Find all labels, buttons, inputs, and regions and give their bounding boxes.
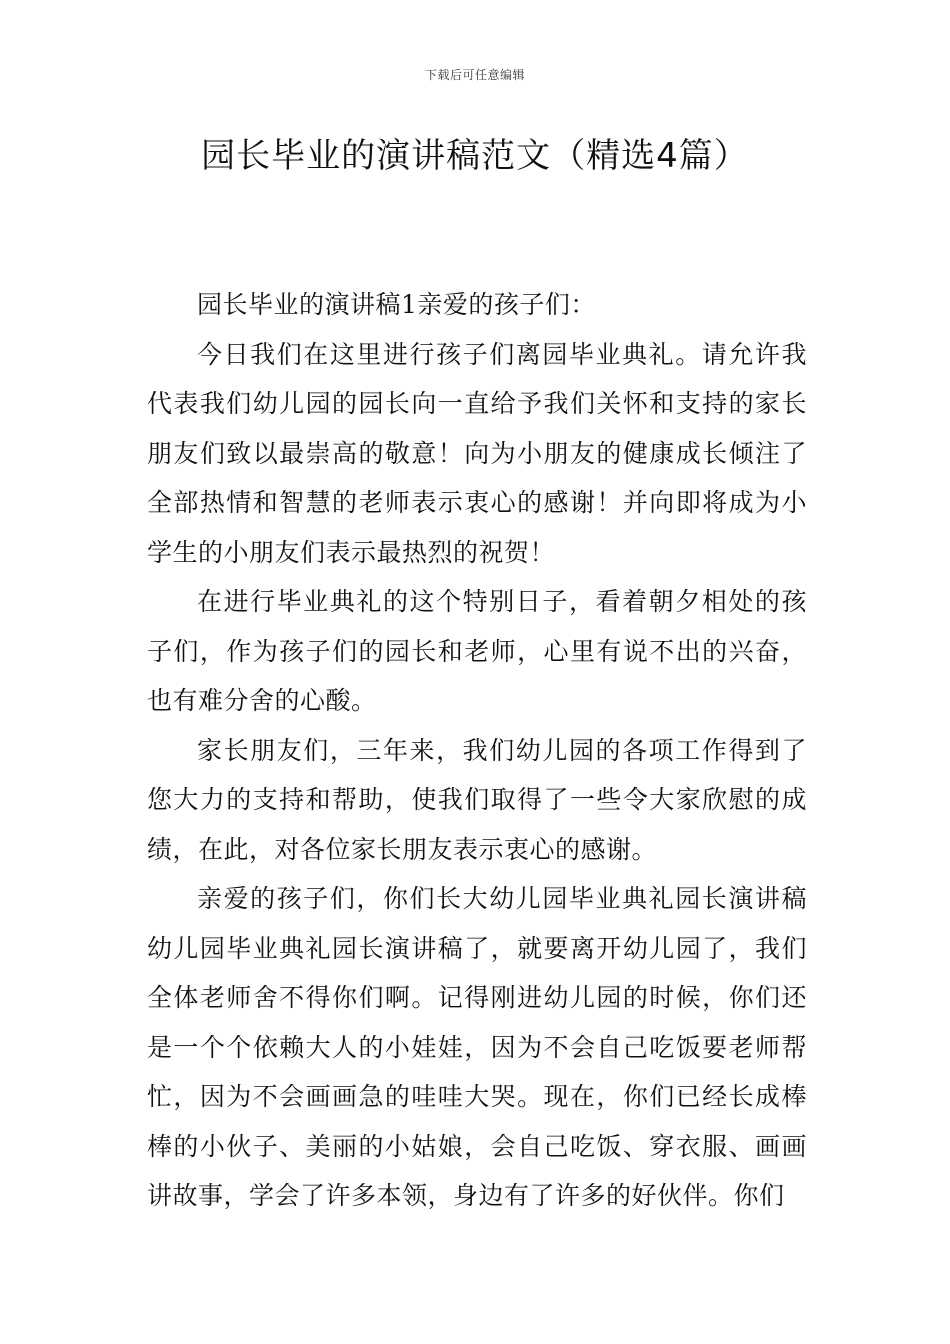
- paragraph: 亲爱的孩子们，你们长大幼儿园毕业典礼园长演讲稿幼儿园毕业典礼园长演讲稿了，就要离开幼儿园了，我们全体老师舍不得你们啊。记得刚进幼儿园的时候，你们还是一个个依赖大人的小娃娃，因为不会自己吃饭要老师帮忙，因为不会画画急的哇哇大哭。现在，你们已经长成棒棒的小伙子、美丽的小姑娘，会自己吃饭、穿衣服、画画讲故事，学会了许多本领，身边有了许多的好伙伴。你们: [147, 884, 807, 1210]
- document-body: [147, 280, 807, 1221]
- header-note: 下载后可任意编辑: [424, 68, 525, 82]
- paragraph: 园长毕业的演讲稿1亲爱的孩子们：: [197, 290, 596, 319]
- document-title: 园长毕业的演讲稿范文（精选4篇）: [201, 136, 749, 176]
- paragraph: 在进行毕业典礼的这个特别日子，看着朝夕相处的孩子们，作为孩子们的园长和老师，心里有说不出的兴奋，也有难分舍的心酸。: [147, 587, 807, 715]
- paragraph: 今日我们在这里进行孩子们离园毕业典礼。请允许我代表我们幼儿园的园长向一直给予我们关怀和支持的家长朋友们致以最崇高的敬意！向为小朋友的健康成长倾注了全部热情和智慧的老师表示衷心的感谢！并向即将成为小学生的小朋友们表示最热烈的祝贺！: [147, 339, 807, 567]
- paragraph: 家长朋友们，三年来，我们幼儿园的各项工作得到了您大力的支持和帮助，使我们取得了一些令大家欣慰的成绩，在此，对各位家长朋友表示衷心的感谢。: [147, 735, 807, 864]
